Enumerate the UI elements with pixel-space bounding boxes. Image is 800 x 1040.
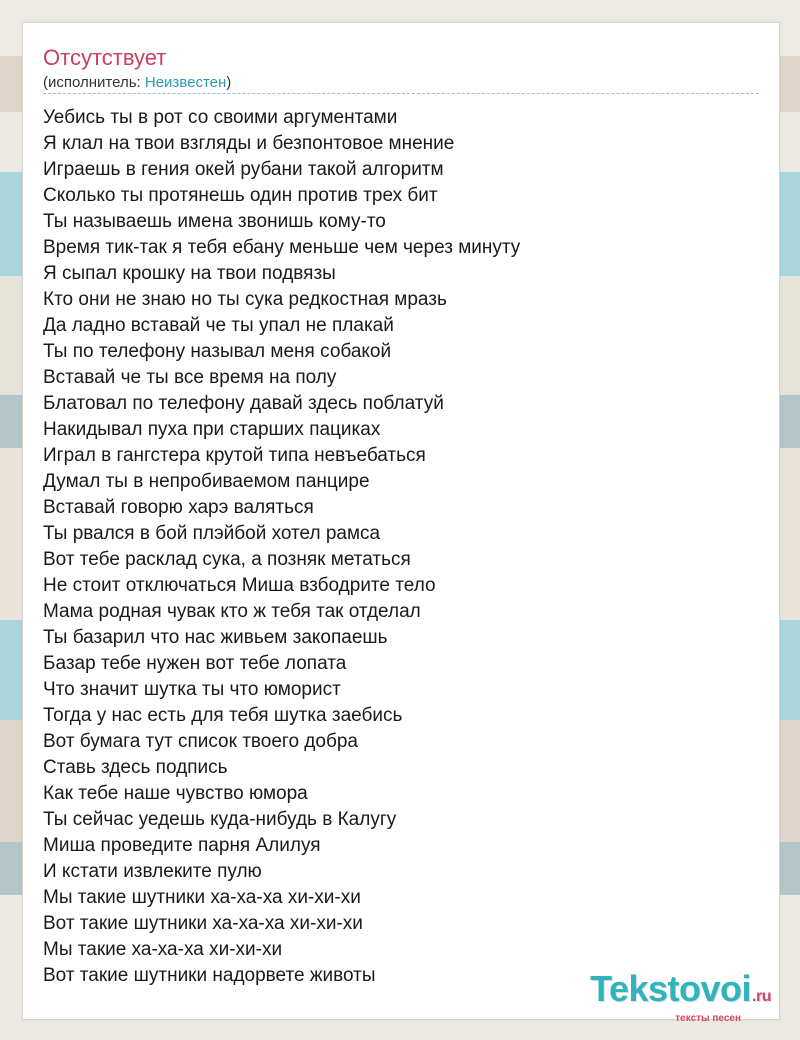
title-divider — [43, 93, 759, 94]
lyric-line: Вот такие шутники надорвете животы — [43, 965, 376, 986]
lyric-line: Ты называешь имена звонишь кому-то — [43, 211, 386, 232]
lyric-line: Вот тебе расклад сука, а позняк метаться — [43, 549, 411, 570]
lyric-line: Ты базарил что нас живьем закопаешь — [43, 627, 388, 648]
lyric-line: Да ладно вставай че ты упал не плакай — [43, 315, 394, 336]
lyrics-card — [22, 22, 780, 1024]
lyric-line: Ставь здесь подпись — [43, 757, 228, 778]
lyric-line: Я клал на твои взгляды и безпонтовое мнение — [43, 133, 455, 154]
artist-line — [43, 74, 231, 92]
lyric-line: Вставай говорю харэ валяться — [43, 497, 314, 518]
lyric-line: Блатовал по телефону давай здесь поблатуй — [43, 393, 444, 414]
lyric-line: Сколько ты протянешь один против трех бит — [43, 185, 438, 206]
lyric-line: Ты сейчас уедешь куда-нибудь в Калугу — [43, 809, 397, 830]
lyric-line: Как тебе наше чувство юмора — [43, 783, 308, 804]
logo-tagline: тексты песен — [675, 1013, 741, 1024]
lyric-line: Время тик-так я тебя ебану меньше чем через минуту — [43, 237, 521, 258]
lyric-line: Играешь в гения окей рубани такой алгоритм — [43, 159, 444, 180]
lyric-line: Миша проведите парня Алилуя — [43, 835, 321, 856]
lyric-line: Мы такие шутники ха-ха-ха хи-хи-хи — [43, 887, 361, 908]
lyric-line: Не стоит отключаться Миша взбодрите тело — [43, 575, 436, 596]
logo-name: Tekstovoi — [590, 968, 752, 1009]
lyric-line: Думал ты в непробиваемом панцире — [43, 471, 370, 492]
artist-prefix: (исполнитель: — [43, 74, 145, 91]
lyric-line: Играл в гангстера крутой типа невъебаться — [43, 445, 426, 466]
lyric-line: Накидывал пуха при старших пациках — [43, 419, 381, 440]
artist-suffix: ) — [226, 74, 232, 91]
lyric-line: Я сыпал крошку на твои подвязы — [43, 263, 336, 284]
lyric-line: Мама родная чувак кто ж тебя так отделал — [43, 601, 421, 622]
lyric-line: И кстати извлеките пулю — [43, 861, 262, 882]
lyric-line: Ты по телефону называл меня собакой — [43, 341, 392, 362]
lyric-line: Тогда у нас есть для тебя шутка заебись — [43, 705, 403, 726]
lyric-line: Мы такие ха-ха-ха хи-хи-хи — [43, 939, 283, 960]
lyric-line: Уебись ты в рот со своими аргументами — [43, 107, 398, 128]
lyric-line: Базар тебе нужен вот тебе лопата — [43, 653, 347, 674]
artist-link[interactable]: Неизвестен — [144, 74, 227, 91]
lyric-line: Что значит шутка ты что юморист — [43, 679, 341, 700]
lyric-line: Ты рвался в бой плэйбой хотел рамса — [43, 523, 381, 544]
site-logo[interactable] — [590, 968, 771, 1025]
song-title: Отсутствует — [43, 45, 167, 70]
logo-tld: .ru — [752, 988, 771, 1005]
lyric-line: Вот такие шутники ха-ха-ха хи-хи-хи — [43, 913, 363, 934]
lyric-line: Вставай че ты все время на полу — [43, 367, 337, 388]
lyric-line: Кто они не знаю но ты сука редкостная мразь — [43, 289, 447, 310]
lyric-line: Вот бумага тут список твоего добра — [43, 731, 358, 752]
lyrics-list — [43, 105, 763, 989]
